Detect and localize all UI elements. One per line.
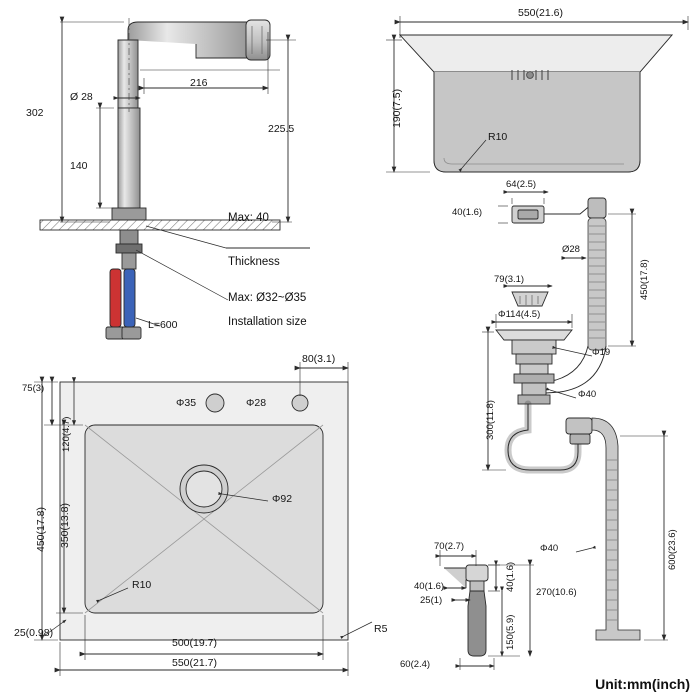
flex-hose-length: 600(23.6) (667, 529, 678, 570)
faucet-spout-reach: 216 (190, 77, 208, 89)
soap-bottle-height: 150(5.9) (505, 614, 516, 650)
plan-edge-left: 25(0.98) (14, 627, 54, 639)
plan-hole-offset-right: 80(3.1) (302, 353, 336, 365)
plan-inner-width: 500(19.7) (172, 637, 217, 649)
basket-width: 79(3.1) (494, 274, 525, 285)
faucet-spout-height: 225.5 (268, 123, 295, 135)
plan-inner-height: 350(13.8) (59, 503, 71, 548)
plan-hole-left-dia: Φ35 (176, 397, 197, 409)
note-max-hole: Max: Ø32~Ø35 (228, 292, 307, 304)
plan-edge-top: 75(3) (22, 383, 45, 394)
note-install-size: Installation size (228, 316, 307, 328)
overflow-cover-width: 64(2.5) (506, 179, 537, 190)
soap-head-height: 40(1.6) (505, 561, 516, 592)
soap-head-width: 40(1.6) (414, 581, 445, 592)
iso-corner-radius: R10 (488, 131, 508, 143)
pipe-dia-upper: Φ40 (578, 389, 597, 400)
unit-note: Unit:mm(inch) (595, 676, 690, 692)
plan-drain-dia: Φ92 (272, 493, 293, 505)
plan-corner-radius: R10 (132, 579, 152, 591)
pipe-dia-lower: Φ40 (540, 543, 559, 554)
flange-dia: Φ114(4.5) (498, 309, 541, 320)
iso-depth: 190(7.5) (391, 88, 403, 128)
plan-overall-width: 550(21.7) (172, 657, 217, 669)
soap-bottle-dia: 60(2.4) (400, 659, 431, 670)
faucet-height-total: 302 (26, 107, 44, 119)
drop-height: 300(11.8) (485, 400, 496, 440)
plan-inner-top: 120(4.7) (61, 416, 72, 452)
note-thickness-word: Thickness (228, 256, 280, 268)
hose-dia: Ø28 (562, 244, 580, 255)
faucet-inlet-dia: Ø 28 (70, 91, 93, 103)
soap-spout-length: 70(2.7) (434, 541, 465, 552)
faucet-body-height: 140 (70, 160, 88, 172)
faucet-hose-length: L=600 (148, 319, 178, 331)
soap-neck-width: 25(1) (420, 595, 443, 606)
note-max-thickness: Max: 40 (228, 212, 269, 224)
soap-total-height: 270(10.6) (536, 587, 577, 598)
overflow-hose-length: 450(17.8) (639, 259, 650, 300)
plan-overall-height: 450(17.8) (35, 507, 47, 552)
plan-outer-radius: R5 (374, 623, 388, 635)
iso-width: 550(21.6) (518, 7, 563, 19)
plan-hole-right-dia: Φ28 (246, 397, 267, 409)
tailpiece-dia: Φ19 (592, 347, 611, 358)
overflow-cover-height: 40(1.6) (452, 207, 483, 218)
